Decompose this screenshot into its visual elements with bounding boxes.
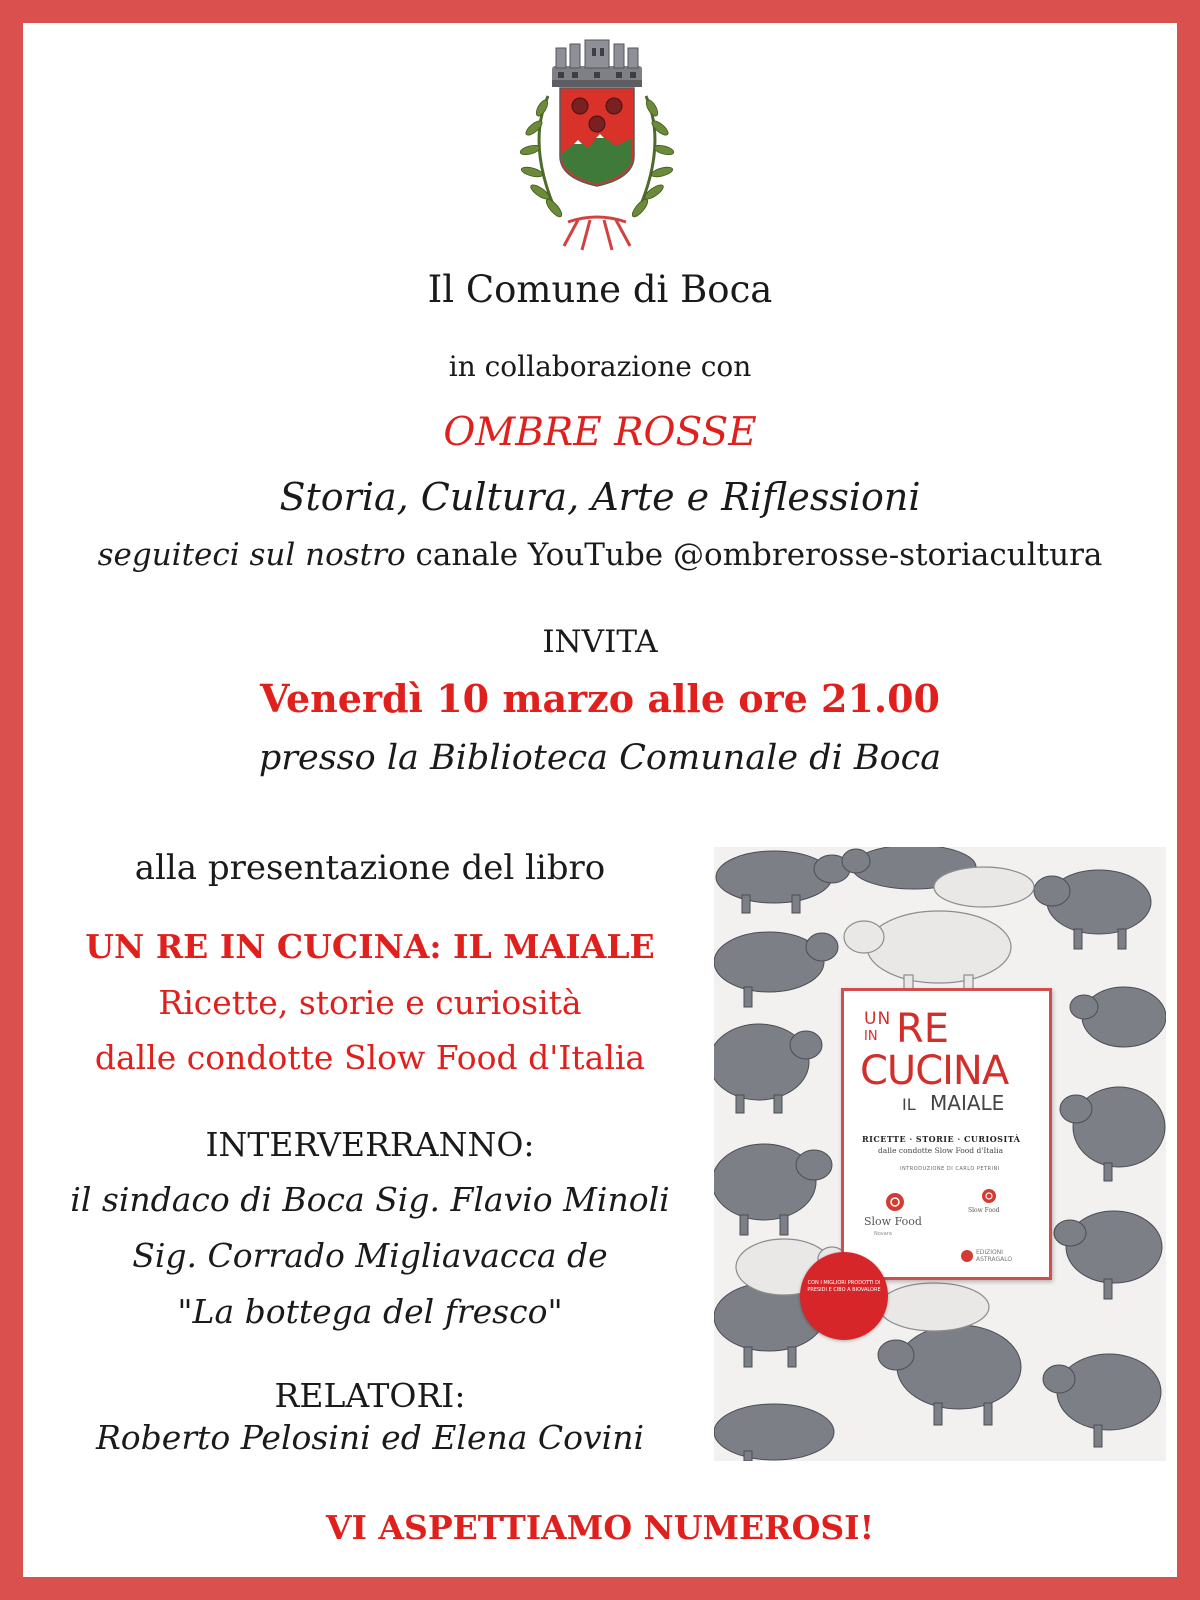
book-presentation-intro: alla presentazione del libro — [134, 848, 606, 888]
relatori-label: RELATORI: — [274, 1376, 466, 1415]
speakers-label: INTERVERRANNO: — [205, 1125, 535, 1164]
snail-logo-icon — [884, 1191, 906, 1213]
event-place: presso la Biblioteca Comunale di Boca — [258, 738, 942, 778]
cover-slow-food-logo-2: Slow Food — [968, 1207, 1000, 1214]
event-datetime: Venerdì 10 marzo alle ore 21.00 — [259, 676, 940, 721]
cover-intro-credit: INTRODUZIONE DI CARLO PETRINI — [900, 1166, 1000, 1172]
pig-illustration-4 — [714, 932, 838, 1007]
speaker-corrado: Sig. Corrado Migliavacca de — [132, 1236, 608, 1275]
cover-word-maiale: MAIALE — [930, 1091, 1005, 1115]
snail-logo-small-icon — [980, 1187, 998, 1205]
pig-illustration-light-4 — [879, 1283, 989, 1331]
cover-word-un: UN — [864, 1009, 892, 1029]
book-subtitle-2: dalle condotte Slow Food d'Italia — [94, 1038, 646, 1077]
organization-tagline: Storia, Cultura, Arte e Riflessioni — [279, 475, 921, 519]
comune-crest-emblem — [508, 36, 686, 258]
book-title: UN RE IN CUCINA: IL MAIALE — [85, 927, 655, 966]
speaker-shop: "La bottega del fresco" — [177, 1292, 563, 1331]
pig-illustration-13 — [714, 1404, 834, 1461]
pig-illustration-6 — [1070, 987, 1166, 1047]
pig-illustration-light-2 — [934, 867, 1034, 907]
pig-illustration-8 — [714, 1144, 832, 1235]
cover-sticker-text: CON I MIGLIORI PRODOTTI DI PRESIDI E CIBO A BIOVALORE — [807, 1280, 881, 1293]
comune-title: Il Comune di Boca — [427, 268, 773, 311]
pig-illustration-3 — [1034, 870, 1151, 949]
crown-icon — [552, 40, 642, 87]
ribbon-icon — [564, 217, 630, 250]
relatori-names: Roberto Pelosini ed Elena Covini — [95, 1418, 645, 1457]
pig-illustration-light-1 — [844, 911, 1011, 999]
cover-word-il: IL — [902, 1095, 916, 1114]
youtube-follow-line — [0, 537, 1200, 573]
cover-subtitle-1: RICETTE · STORIE · CURIOSITÀ — [862, 1134, 1021, 1144]
youtube-channel-text: canale YouTube @ombrerosse-storiacultura — [405, 537, 1103, 573]
follow-italic-text: seguiteci sul nostro — [97, 537, 406, 573]
cover-word-re: RE — [896, 1006, 950, 1052]
pig-illustration-11 — [878, 1325, 1021, 1425]
cover-word-cucina: CUCINA — [860, 1048, 1009, 1094]
closing-message: VI ASPETTIAMO NUMEROSI! — [325, 1508, 875, 1547]
cover-subtitle-2: dalle condotte Slow Food d'Italia — [878, 1146, 1004, 1155]
collaboration-text: in collaborazione con — [448, 350, 752, 383]
book-cover-front — [841, 988, 1052, 1280]
publisher-logo-icon — [960, 1249, 974, 1263]
pig-illustration-1 — [716, 851, 850, 913]
cover-slow-food-sub: Novara — [874, 1231, 892, 1237]
pig-illustration-5 — [714, 1024, 822, 1113]
cover-slow-food-logo: Slow Food — [864, 1215, 922, 1228]
organization-name: OMBRE ROSSE — [443, 410, 757, 455]
book-cover-image — [714, 847, 1166, 1461]
speaker-mayor: il sindaco di Boca Sig. Flavio Minoli — [70, 1180, 670, 1219]
pig-illustration-7 — [1060, 1087, 1165, 1181]
shield-icon — [560, 88, 634, 186]
cover-word-in: IN — [864, 1029, 878, 1044]
invite-label: INVITA — [542, 624, 658, 660]
pig-illustration-9 — [1054, 1211, 1162, 1299]
book-subtitle-1: Ricette, storie e curiosità — [158, 983, 582, 1022]
cover-publisher: EDIZIONI ASTRAGALO — [976, 1249, 1013, 1263]
pig-illustration-12 — [1043, 1354, 1161, 1447]
cover-sticker-badge — [800, 1252, 888, 1340]
